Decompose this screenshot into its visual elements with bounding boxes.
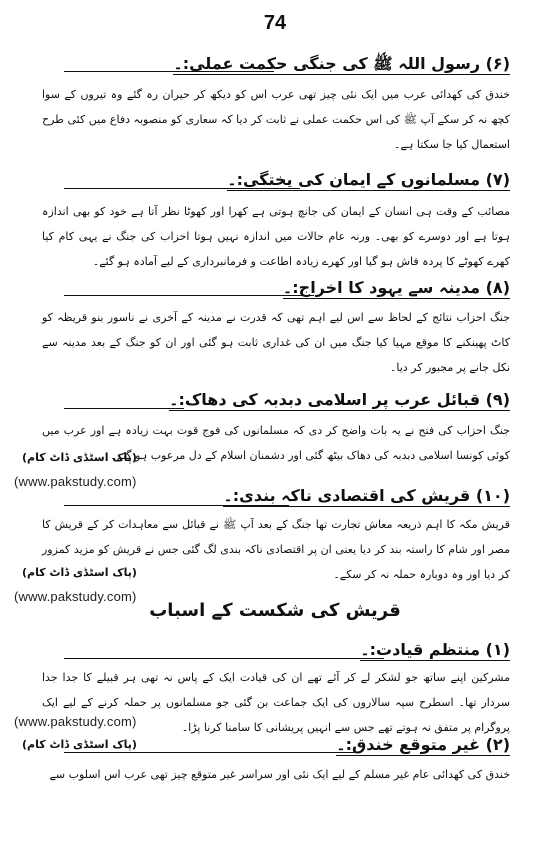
heading-rule bbox=[64, 752, 354, 753]
heading-rule bbox=[64, 658, 384, 659]
section-heading bbox=[169, 390, 510, 409]
section-body: خندق کی کھدائی عرب میں ایک نئی چیز تھی عرب اس کو دیکھ کر حیران رہ گئے وہ تیروں کے سوا کچھ نہ کر سکے آپ ﷺ کی اس حکمت عملی نے ثابت کر دیا کہ سعاری کو منصوبہ دفاع میں کئی طرح استعمال کیا جا سکتا ہے۔ bbox=[42, 88, 510, 151]
page-number: 74 bbox=[263, 12, 287, 34]
watermark-url: (www.pakstudy.com) bbox=[14, 474, 137, 489]
watermark-url: (www.pakstudy.com) bbox=[14, 714, 137, 729]
section-body: جنگ احزاب کی فتح نے یہ بات واضح کر دی کہ مسلمانوں کی فوج قوت بہت زیادہ ہے اور عرب میں کوئی کونسا اسلامی دبدبہ کی دھاک بیٹھ گئی اور دشمنان اسلام کے دل مرعوب ہو گئے۔ bbox=[42, 424, 510, 462]
cause-heading bbox=[336, 735, 510, 754]
watermark-urdu: (پاک اسٹڈی ڈاٹ کام) bbox=[22, 738, 137, 751]
section-heading bbox=[283, 278, 510, 297]
heading-rule bbox=[64, 408, 184, 409]
section-heading bbox=[223, 486, 510, 505]
heading-rule bbox=[64, 295, 314, 296]
section-body: جنگ احزاب نتائج کے لحاظ سے اس لیے اہم تھی کہ قدرت نے مدینہ کے آخری نے ناسور بنو قریظہ کو کاٹ پھینکنے کا موقع مہیا کیا جنگ میں ان کی غداری ثابت ہو گئی اور ان کو جنگ کے بعد مدینہ سے نکل جانے پر مجبور کر دیا۔ bbox=[42, 311, 510, 374]
cause-heading-text: (۱) منتظم قیادت:۔ bbox=[360, 640, 510, 659]
section-heading-text: (۱۰) قریش کی اقتصادی ناکہ بندی:۔ bbox=[223, 486, 510, 505]
section-heading-text: (۸) مدینہ سے یہود کا اخراج:۔ bbox=[282, 278, 510, 297]
watermark-url: (www.pakstudy.com) bbox=[14, 589, 137, 604]
section-heading bbox=[227, 170, 510, 189]
watermark-urdu: (پاک اسٹڈی ڈاٹ کام) bbox=[22, 566, 137, 579]
section-title: قریش کی شکست کے اسباب bbox=[149, 600, 401, 621]
watermark-urdu: (پاک اسٹڈی ڈاٹ کام) bbox=[22, 451, 137, 464]
section-heading bbox=[173, 54, 510, 77]
cause-heading-text: (۲) غیر متوقع خندق:۔ bbox=[336, 735, 510, 754]
section-heading-text: (۷) مسلمانوں کے ایمان کی پختگی:۔ bbox=[227, 170, 510, 189]
section-heading-text: (۶) رسول اللہ ﷺ کی جنگی حکمت عملی:۔ bbox=[173, 54, 510, 73]
cause-heading bbox=[360, 640, 510, 659]
section-body: قریش مکہ کا اہم ذریعہ معاش تجارت تھا جنگ کے بعد آپ ﷺ نے قبائل سے معاہدات کر کے قریش کا مصر اور شام کا راستہ بند کر دیا یعنی ان پر اقتصادی ناکہ بندی لگ گئی جس نے قریش کو مزید کمزور کر دیا اور وہ دوبارہ حملہ نہ کر سکے۔ bbox=[42, 518, 510, 581]
cause-body: خندق کی کھدائی عام غیر مسلم کے لیے ایک نئی اور سراسر غیر متوقع چیز تھی عرب اس اسلوب سے bbox=[49, 768, 510, 781]
section-heading-text: (۹) قبائل عرب پر اسلامی دبدبہ کی دھاک:۔ bbox=[169, 390, 510, 409]
cause-body: مشرکین اپنے ساتھ جو لشکر لے کر آئے تھے ان کی قیادت ایک کے پاس نہ تھی ہر قبیلے کا جدا جدا سردار تھا۔ اسطرح سپہ سالاروں کی ایک جماعت بن گئی جو مسلمانوں پر حملہ کرنے کے لیے ایک پروگرام پر متفق نہ ہوتے تھے جس سے انہیں پریشانی کا سامنا کرنا پڑا۔ bbox=[42, 671, 510, 734]
section-body: مصائب کے وقت ہی انسان کے ایمان کی جانچ ہوتی ہے کھرا اور کھوٹا نظر آتا ہے خود کو بھی اندازہ ہوتا ہے اور دوسرے کو بھی۔ ورنہ عام حالات میں اندازہ نہیں ہوتا احزاب کی جنگ نے یہی کام کیا کھرے کھوٹے کا پردہ فاش ہو گیا اور کھرے زیادہ اطاعت و فرمانبرداری کے لیے آمادہ ہو گئے۔ bbox=[42, 205, 510, 268]
